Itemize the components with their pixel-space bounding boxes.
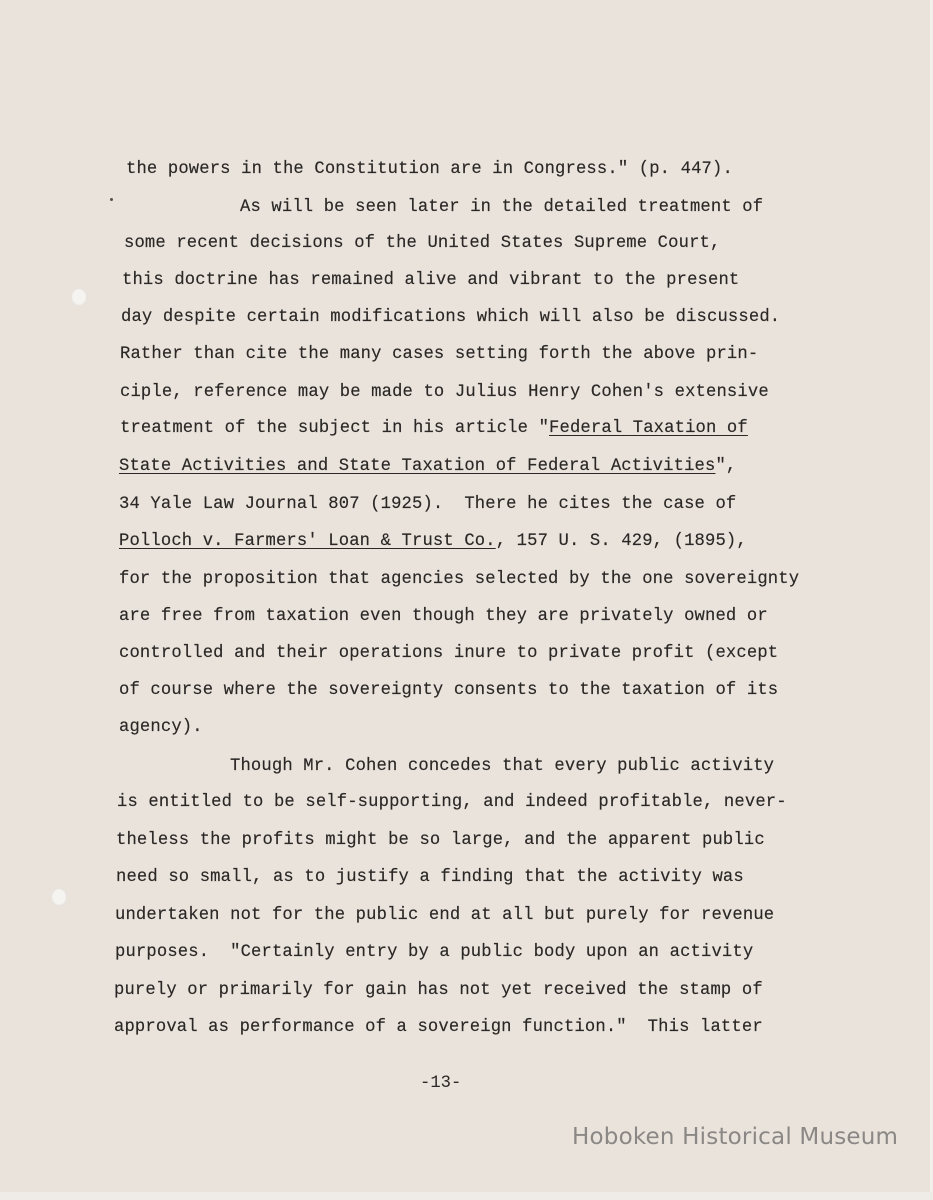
text-line: Though Mr. Cohen concedes that every public activity	[230, 757, 775, 776]
paper-bottom-edge	[0, 1192, 933, 1200]
text-line	[119, 532, 747, 552]
museum-watermark: Hoboken Historical Museum	[572, 1124, 899, 1150]
article-title: State Activities and State Taxation of Federal Activities	[119, 457, 716, 476]
text-line: need so small, as to justify a finding that the activity was	[116, 868, 744, 887]
text-line: As will be seen later in the detailed treatment of	[240, 198, 764, 217]
text-line: undertaken not for the public end at all but purely for revenue	[115, 906, 775, 925]
text-line: of course where the sovereignty consents to the taxation of its	[119, 681, 779, 700]
text-line: is entitled to be self-supporting, and indeed profitable, never-	[117, 793, 787, 812]
text-line: approval as performance of a sovereign function." This latter	[114, 1018, 763, 1037]
text-line: purposes. "Certainly entry by a public body upon an activity	[115, 943, 754, 962]
text-line: this doctrine has remained alive and vibrant to the present	[122, 271, 740, 290]
text-line: controlled and their operations inure to private profit (except	[119, 644, 779, 663]
page-number: -13-	[420, 1074, 462, 1093]
case-name: Polloch v. Farmers' Loan & Trust Co.	[119, 532, 496, 551]
text-line: ciple, reference may be made to Julius Henry Cohen's extensive	[120, 383, 769, 402]
text-line: are free from taxation even though they are privately owned or	[119, 607, 768, 626]
text-line: for the proposition that agencies selected by the one sovereignty	[119, 570, 800, 589]
punch-hole	[71, 288, 87, 306]
text-line: purely or primarily for gain has not yet received the stamp of	[114, 981, 763, 1000]
text-segment: , 157 U. S. 429, (1895),	[495, 532, 747, 551]
ink-speck	[110, 198, 113, 201]
article-title: Federal Taxation of	[549, 419, 748, 438]
text-line: some recent decisions of the United States Supreme Court,	[124, 234, 721, 253]
text-line	[120, 419, 748, 439]
text-line: Rather than cite the many cases setting forth the above prin-	[120, 345, 759, 364]
text-segment: ",	[715, 457, 737, 476]
text-line: agency).	[119, 718, 203, 737]
text-segment: treatment of the subject in his article "	[120, 419, 550, 438]
punch-hole	[51, 888, 67, 906]
text-line: day despite certain modifications which will also be discussed.	[121, 308, 781, 327]
text-line: 34 Yale Law Journal 807 (1925). There he cites the case of	[119, 495, 737, 514]
text-line: the powers in the Constitution are in Congress." (p. 447).	[126, 160, 733, 179]
text-line	[119, 457, 736, 477]
text-line: theless the profits might be so large, and the apparent public	[116, 831, 765, 850]
